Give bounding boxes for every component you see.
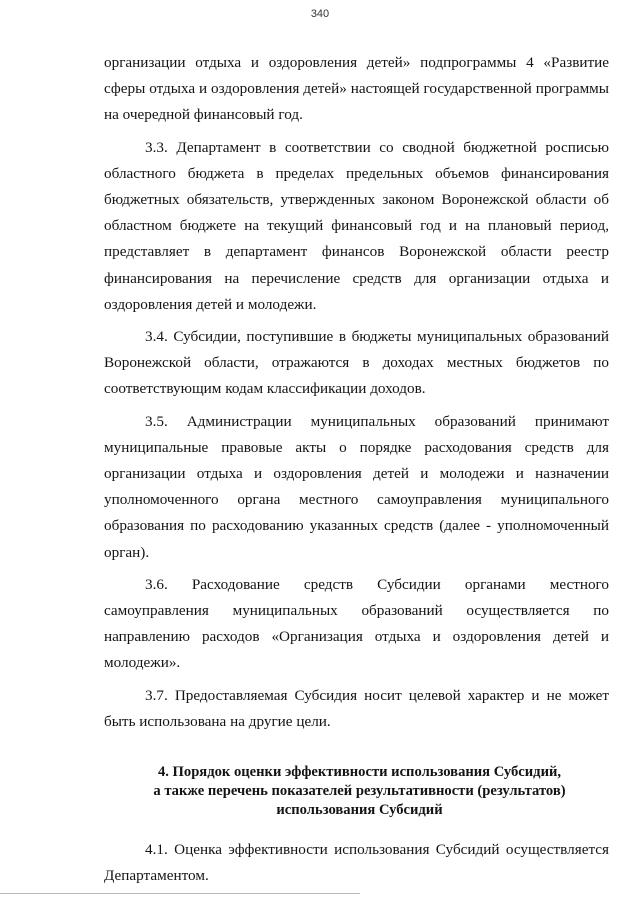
paragraph-3-7: 3.7. Предоставляемая Субсидия носит целевой характер и не может быть использована на другие цели.	[104, 686, 609, 730]
section-heading-line-2: а также перечень показателей результативности (результатов)	[153, 783, 566, 800]
paragraph-4-1: 4.1. Оценка эффективности использования Субсидий осуществляется Департаментом.	[104, 841, 609, 885]
section-heading	[104, 763, 609, 820]
page-number: 340	[310, 8, 330, 20]
section-heading-line-3: использования Субсидий	[276, 802, 443, 819]
scan-artifact-line	[0, 893, 360, 894]
document-body	[104, 50, 609, 889]
paragraph-continuation: организации отдыха и оздоровления детей» подпрограммы 4 «Развитие сферы отдыха и оздоровления детей» настоящей государственной программы на очередной финансовый год.	[104, 54, 609, 124]
paragraph-3-6: 3.6. Расходование средств Субсидии органами местного самоуправления муниципальных образований осуществляется по направлению расходов «Организация отдыха и оздоровления детей и молодежи».	[104, 575, 609, 672]
paragraph-3-4: 3.4. Субсидии, поступившие в бюджеты муниципальных образований Воронежской области, отражаются в доходах местных бюджетов по соответствующим кодам классификации доходов.	[104, 328, 609, 398]
paragraph-3-3: 3.3. Департамент в соответствии со сводной бюджетной росписью областного бюджета в пределах предельных объемов финансирования бюджетных обязательств, утвержденных законом Воронежской области об областном бюджете на текущий финансовый год и на плановый период, представляет в департамент финансов Воронежской области реестр финансирования на перечисление средств для организации отдыха и оздоровления детей и молодежи.	[104, 138, 609, 313]
paragraph-3-5: 3.5. Администрации муниципальных образований принимают муниципальные правовые акты о порядке расходования средств для организации отдыха и оздоровления детей и молодежи и назначении уполномоченного органа местного самоуправления муниципального образования по расходованию указанных средств (далее - уполномоченный орган).	[104, 412, 609, 561]
section-heading-line-1: 4. Порядок оценки эффективности использования Субсидий,	[157, 764, 562, 781]
